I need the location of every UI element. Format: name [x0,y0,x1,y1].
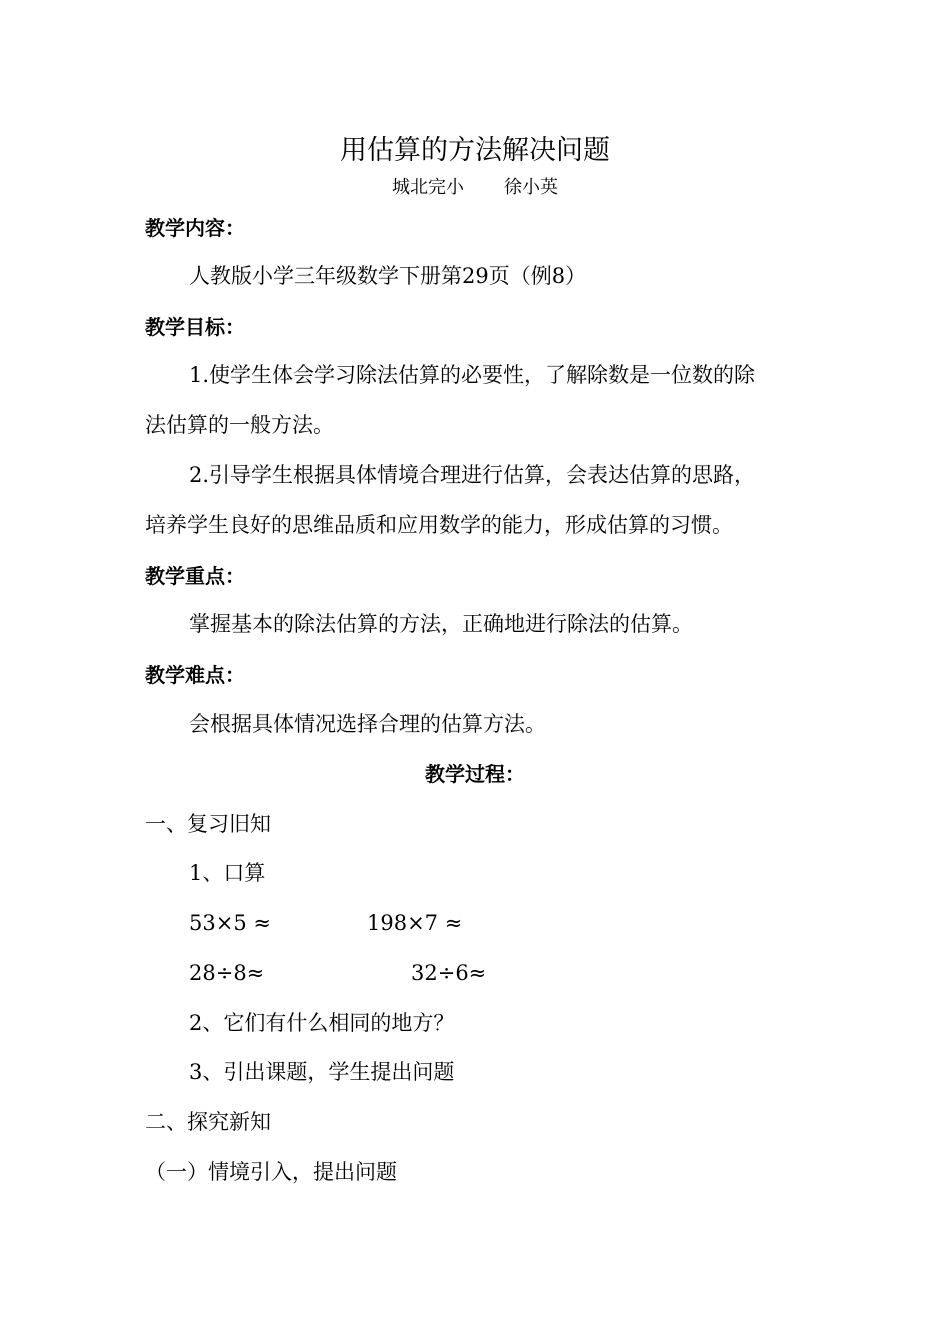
calc-b: 198×7 ≈ [367,911,463,935]
step1: 1、口算 [189,861,266,885]
key-heading: 教学重点： [145,564,245,588]
part2-heading: 二、探究新知 [145,1110,271,1134]
difficulty-text: 会根据具体情况选择合理的估算方法。 [189,712,546,736]
key-text: 掌握基本的除法估算的方法，正确地进行除法的估算。 [189,612,693,636]
calc-a: 53×5 ≈ [189,911,271,935]
calc-d: 32÷6≈ [411,961,487,985]
goal2-line2: 培养学生良好的思维品质和应用数学的能力，形成估算的习惯。 [145,513,733,537]
document-title: 用估算的方法解决问题 [340,135,610,166]
process-heading: 教学过程： [425,762,525,786]
goal1-line1: 1.使学生体会学习除法估算的必要性，了解除数是一位数的除 [189,363,756,387]
step2: 2、它们有什么相同的地方？ [189,1011,455,1035]
sub1-heading: （一）情境引入，提出问题 [145,1160,397,1184]
author-school: 城北完小 [392,177,464,198]
difficulty-heading: 教学难点： [145,663,245,687]
content-text: 人教版小学三年级数学下册第29页（例8） [189,264,587,288]
calc-c: 28÷8≈ [189,961,265,985]
author-name: 徐小英 [504,177,558,198]
goal1-line2: 法估算的一般方法。 [145,413,334,437]
content-heading: 教学内容： [145,216,245,240]
goals-heading: 教学目标： [145,315,245,339]
goal2-line1: 2.引导学生根据具体情境合理进行估算，会表达估算的思路， [189,463,756,487]
part1-heading: 一、复习旧知 [145,812,271,836]
step3: 3、引出课题，学生提出问题 [189,1060,455,1084]
author-line [0,176,950,200]
